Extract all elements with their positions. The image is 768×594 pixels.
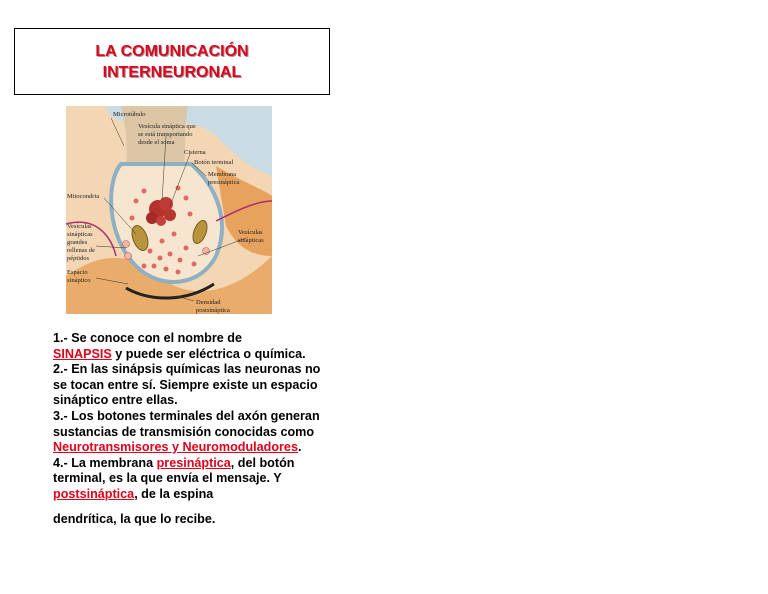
synapse-notes bbox=[53, 331, 323, 527]
label-mitocondria: Mitocondria bbox=[67, 193, 100, 200]
label-vesiculas-izq-2: sinápticas bbox=[67, 231, 93, 238]
label-vesicula-2: se está transportando bbox=[138, 131, 193, 138]
label-espacio-2: sináptico bbox=[67, 277, 91, 284]
note-3 bbox=[53, 409, 323, 456]
note-2-text: 2.- En las sinápsis químicas las neuronas no se tocan entre sí. Siempre existe un espacio sináptico entre ellas. bbox=[53, 362, 321, 408]
title-line-2: INTERNEURONAL bbox=[102, 63, 242, 81]
note-2 bbox=[53, 362, 323, 409]
title-box bbox=[14, 28, 330, 95]
label-vesiculas-der-2: sinápticas bbox=[238, 237, 264, 244]
note-4-text-a: 4.- La membrana bbox=[53, 455, 157, 470]
keyword-presinaptica: presináptica bbox=[156, 455, 231, 470]
note-4 bbox=[53, 456, 323, 527]
label-densidad-1: Densidad bbox=[196, 299, 221, 306]
label-vesiculas-izq-5: péptidos bbox=[67, 255, 90, 262]
label-boton-terminal: Botón terminal bbox=[194, 159, 234, 166]
label-vesiculas-izq-3: grandes bbox=[67, 239, 88, 246]
label-microtubulo: Microtúbulo bbox=[113, 111, 146, 118]
note-1-text-a: 1.- Se conoce con el nombre de bbox=[53, 331, 242, 345]
title-line-1: LA COMUNICACIÓN bbox=[95, 42, 249, 60]
label-vesiculas-izq-1: Vesículas bbox=[67, 223, 92, 230]
label-vesicula-3: desde el soma bbox=[138, 139, 175, 146]
keyword-neurotransmisores: Neurotransmisores y Neuromoduladores bbox=[53, 440, 298, 455]
synapse-illustration bbox=[66, 106, 272, 314]
label-cisterna: Cisterna bbox=[184, 149, 206, 156]
note-3-text-b: . bbox=[297, 440, 302, 455]
keyword-postsinaptica: postsináptica bbox=[53, 486, 135, 501]
note-3-text-a: 3.- Los botones terminales del axón generan sustancias de transmisión conocidas como bbox=[53, 408, 320, 439]
note-4-text-b: , del botón terminal, es la que envía el mensaje. Y bbox=[53, 455, 295, 486]
label-membrana-2: presináptica bbox=[208, 179, 240, 186]
label-vesicula-1: Vesícula sináptica que bbox=[138, 123, 196, 130]
note-1 bbox=[53, 331, 323, 362]
label-vesiculas-der-1: Vesículas bbox=[238, 229, 263, 236]
label-membrana-1: Membrana bbox=[208, 171, 237, 178]
note-4-text-c: , de la espina bbox=[134, 486, 214, 501]
keyword-sinapsis: SINAPSIS bbox=[53, 346, 112, 361]
label-espacio-1: Espacio bbox=[67, 269, 88, 276]
label-densidad-2: postsináptica bbox=[196, 307, 230, 314]
note-1-text-b: y puede ser eléctrica o química. bbox=[111, 346, 306, 361]
note-4-text-d: dendrítica, la que lo recibe. bbox=[53, 511, 216, 526]
label-vesiculas-izq-4: rellenas de bbox=[67, 247, 95, 254]
